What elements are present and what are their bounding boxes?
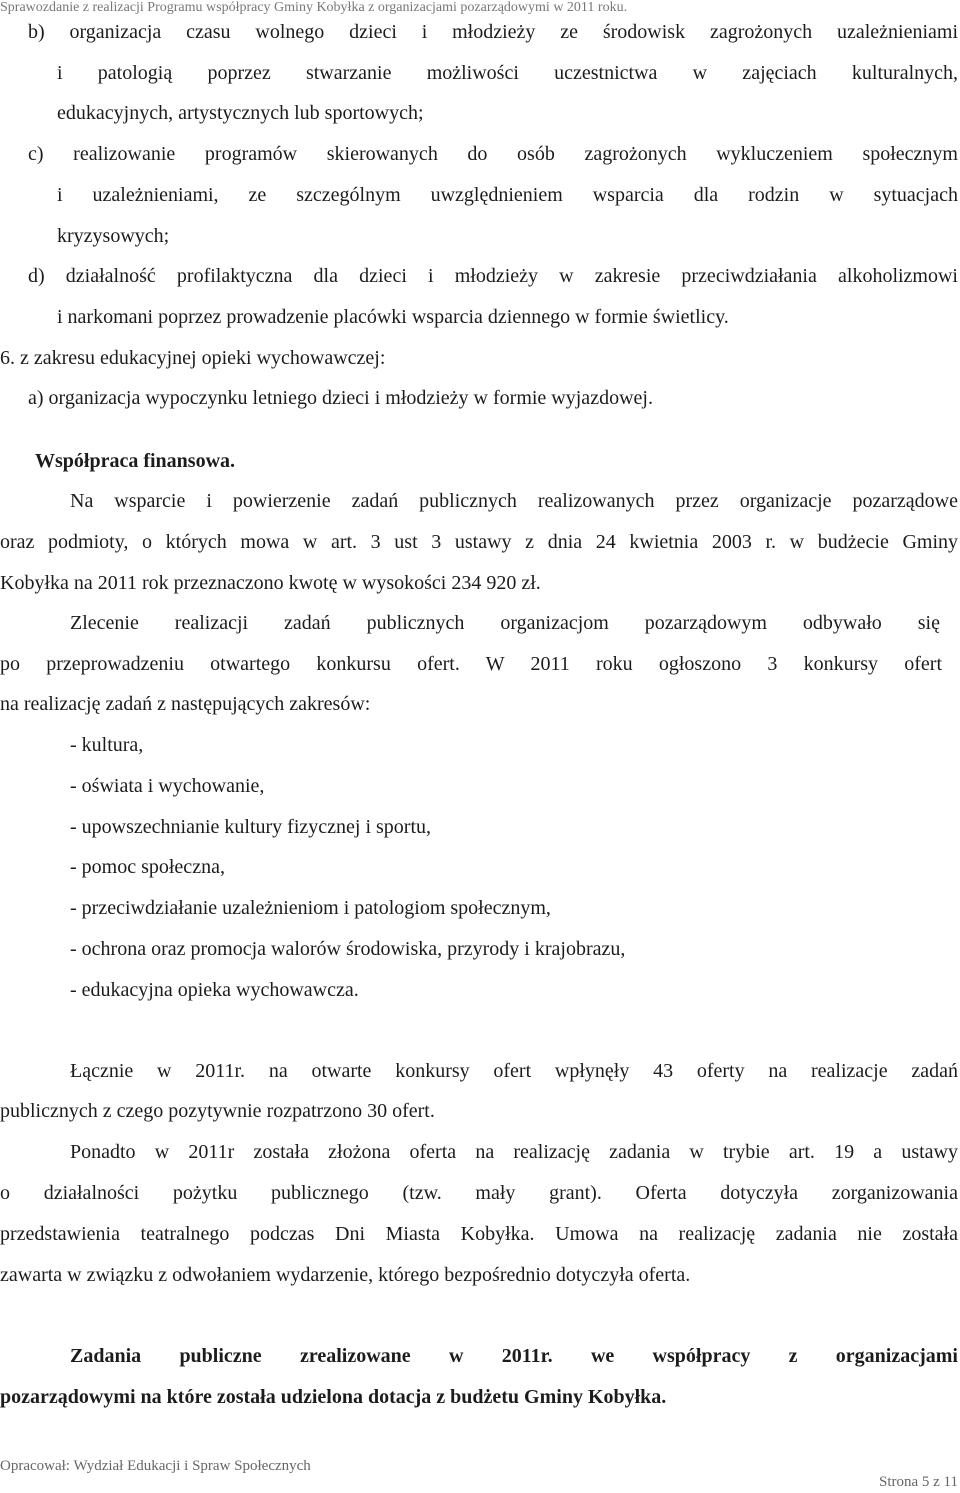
para3-line-1: Łącznie w 2011r. na otwarte konkursy ofert wpłynęły 43 oferty na realizacje zadań [70, 1060, 958, 1082]
range-item: - upowszechnianie kultury fizycznej i sportu, [70, 816, 431, 838]
heading-tasks-line-2: pozarządowymi na które została udzielona dotacja z budżetu Gminy Kobyłka. [0, 1386, 667, 1408]
para4-line-1: Ponadto w 2011r została złożona oferta na realizację zadania w trybie art. 19 a ustawy [70, 1141, 958, 1163]
item-c-line-3: kryzysowych; [57, 225, 170, 247]
item-d-line-2: i narkomani poprzez prowadzenie placówki wsparcia dziennego w formie świetlicy. [57, 306, 729, 328]
item-6: 6. z zakresu edukacyjnej opieki wychowawczej: [0, 347, 386, 369]
para1-line-2: oraz podmioty, o których mowa w art. 3 ust 3 ustawy z dnia 24 kwietnia 2003 r. w budżecie Gminy [0, 531, 958, 553]
range-item: - pomoc społeczna, [70, 856, 225, 878]
para4-line-4: zawarta w związku z odwołaniem wydarzenie, którego bezpośrednio dotyczyła oferta. [0, 1264, 691, 1286]
footer-author: Opracował: Wydział Edukacji i Spraw Społecznych [0, 1458, 311, 1474]
item-b-line-1: b) organizacja czasu wolnego dzieci i młodzieży ze środowisk zagrożonych uzależnieniami [28, 21, 958, 43]
running-header: Sprawozdanie z realizacji Programu współpracy Gminy Kobyłka z organizacjami pozarządowymi w 2011 roku. [0, 0, 628, 15]
para2-line-1: Zlecenie realizacji zadań publicznych organizacjom pozarządowym odbywało się [70, 612, 940, 634]
page-number: Strona 5 z 11 [878, 1474, 958, 1490]
heading-financial: Współpraca finansowa. [35, 450, 236, 472]
item-6a: a) organizacja wypoczynku letniego dzieci i młodzieży w formie wyjazdowej. [28, 387, 653, 409]
para2-line-2: po przeprowadzeniu otwartego konkursu ofert. W 2011 roku ogłoszono 3 konkursy ofert [0, 653, 942, 675]
para1-line-3: Kobyłka na 2011 rok przeznaczono kwotę w wysokości 234 920 zł. [0, 572, 541, 594]
item-c-line-1: c) realizowanie programów skierowanych do osób zagrożonych wykluczeniem społecznym [28, 143, 958, 165]
para1-line-1: Na wsparcie i powierzenie zadań publicznych realizowanych przez organizacje pozarządowe [70, 490, 958, 512]
item-d-line-1: d) działalność profilaktyczna dla dzieci i młodzieży w zakresie przeciwdziałania alkoholizmowi [28, 265, 958, 287]
range-item: - edukacyjna opieka wychowawcza. [70, 979, 359, 1001]
range-item: - ochrona oraz promocja walorów środowiska, przyrody i krajobrazu, [70, 938, 626, 960]
range-item: - przeciwdziałanie uzależnieniom i patologiom społecznym, [70, 897, 551, 919]
para4-line-3: przedstawienia teatralnego podczas Dni Miasta Kobyłka. Umowa na realizację zadania nie została [0, 1223, 958, 1245]
para4-line-2: o działalności pożytku publicznego (tzw. mały grant). Oferta dotyczyła zorganizowania [0, 1182, 958, 1204]
range-item: - oświata i wychowanie, [70, 775, 265, 797]
para3-line-2: publicznych z czego pozytywnie rozpatrzono 30 ofert. [0, 1100, 435, 1122]
para2-line-3: na realizację zadań z następujących zakresów: [0, 693, 371, 715]
heading-tasks-line-1: Zadania publiczne zrealizowane w 2011r. we współpracy z organizacjami [70, 1345, 958, 1367]
item-c-line-2: i uzależnieniami, ze szczególnym uwzględnieniem wsparcia dla rodzin w sytuacjach [57, 184, 958, 206]
range-item: - kultura, [70, 734, 144, 756]
item-b-line-2: i patologią poprzez stwarzanie możliwości uczestnictwa w zajęciach kulturalnych, [57, 62, 958, 84]
item-b-line-3: edukacyjnych, artystycznych lub sportowych; [57, 102, 424, 124]
